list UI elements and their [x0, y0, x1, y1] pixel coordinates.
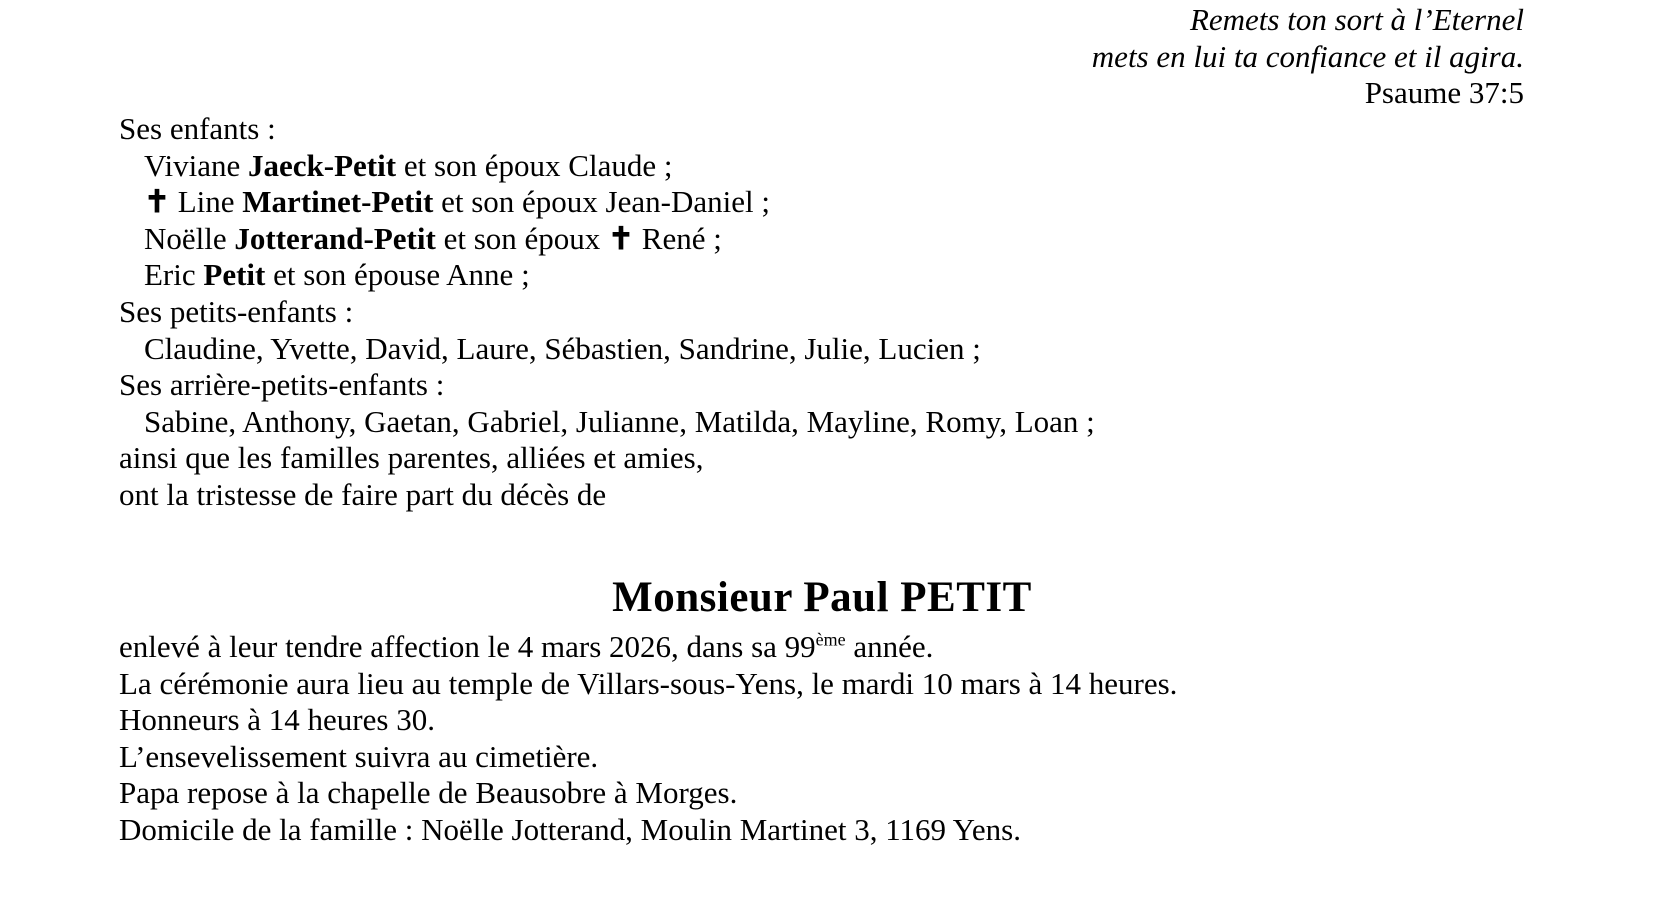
family-line [119, 111, 1095, 148]
family-line [119, 477, 1095, 514]
deceased-name-title: Monsieur Paul PETIT [612, 574, 1032, 621]
funeral-details [119, 629, 1177, 849]
text-segment: ainsi que les familles parentes, alliées et amies, [119, 440, 704, 476]
text-segment: ✝ [608, 220, 635, 256]
text-segment: Ses arrière-petits-enfants : [119, 367, 445, 403]
text-segment: Petit [203, 257, 266, 293]
text-segment: Viviane [144, 147, 249, 183]
text-segment: Sabine, Anthony, Gaetan, Gabriel, Julianne, Matilda, Mayline, Romy, Loan ; [144, 403, 1095, 439]
text-segment: et son époux Jean-Daniel ; [433, 184, 770, 220]
quote-line [1092, 2, 1524, 39]
family-line [119, 221, 1095, 258]
details-line [119, 775, 1177, 812]
family-list [119, 111, 1095, 514]
text-segment: Claudine, Yvette, David, Laure, Sébastien, Sandrine, Julie, Lucien ; [144, 330, 981, 366]
details-line [119, 739, 1177, 776]
text-segment: L’ensevelissement suivra au cimetière. [119, 738, 599, 774]
text-segment: Domicile de la famille : Noëlle Jotterand, Moulin Martinet 3, 1169 Yens. [119, 811, 1021, 847]
text-segment: ème [815, 629, 846, 650]
text-segment: et son époux [435, 220, 609, 256]
details-line [119, 666, 1177, 703]
details-line [119, 812, 1177, 849]
text-segment: Honneurs à 14 heures 30. [119, 702, 435, 738]
text-segment: et son épouse Anne ; [265, 257, 530, 293]
details-line [119, 702, 1177, 739]
text-segment: Noëlle [144, 220, 235, 256]
text-segment: ont la tristesse de faire part du décès de [119, 476, 607, 512]
family-line [119, 367, 1095, 404]
text-segment: Remets ton sort à l’Eternel [1189, 2, 1524, 37]
scripture-quote [1092, 2, 1524, 112]
text-segment: Eric [144, 257, 204, 293]
text-segment: ✝ [144, 184, 178, 220]
text-segment: et son époux Claude ; [396, 147, 673, 183]
text-segment: La cérémonie aura lieu au temple de Villars-sous-Yens, le mardi 10 mars à 14 heures. [119, 665, 1178, 701]
text-segment: mets en lui ta confiance et il agira. [1091, 38, 1524, 74]
text-segment: année. [845, 629, 934, 664]
family-line [119, 440, 1095, 477]
text-segment: Jotterand-Petit [234, 220, 436, 256]
text-segment: René ; [634, 220, 722, 256]
quote-line [1092, 75, 1524, 112]
family-line [119, 294, 1095, 331]
quote-line [1092, 39, 1524, 76]
text-segment: Ses petits-enfants : [119, 293, 354, 329]
text-segment: Line [177, 184, 243, 220]
text-segment: Martinet-Petit [242, 184, 434, 220]
details-line [119, 629, 1177, 666]
family-line [119, 404, 1095, 441]
text-segment: Papa repose à la chapelle de Beausobre à Morges. [119, 775, 738, 811]
text-segment: enlevé à leur tendre affection le 4 mars 2026, dans sa 99 [119, 629, 816, 664]
family-line [119, 257, 1095, 294]
text-segment: Jaeck-Petit [248, 147, 397, 183]
text-segment: Psaume 37:5 [1364, 75, 1524, 111]
family-line [119, 331, 1095, 368]
family-line [119, 184, 1095, 221]
text-segment: Ses enfants : [119, 111, 276, 146]
family-line [119, 148, 1095, 185]
